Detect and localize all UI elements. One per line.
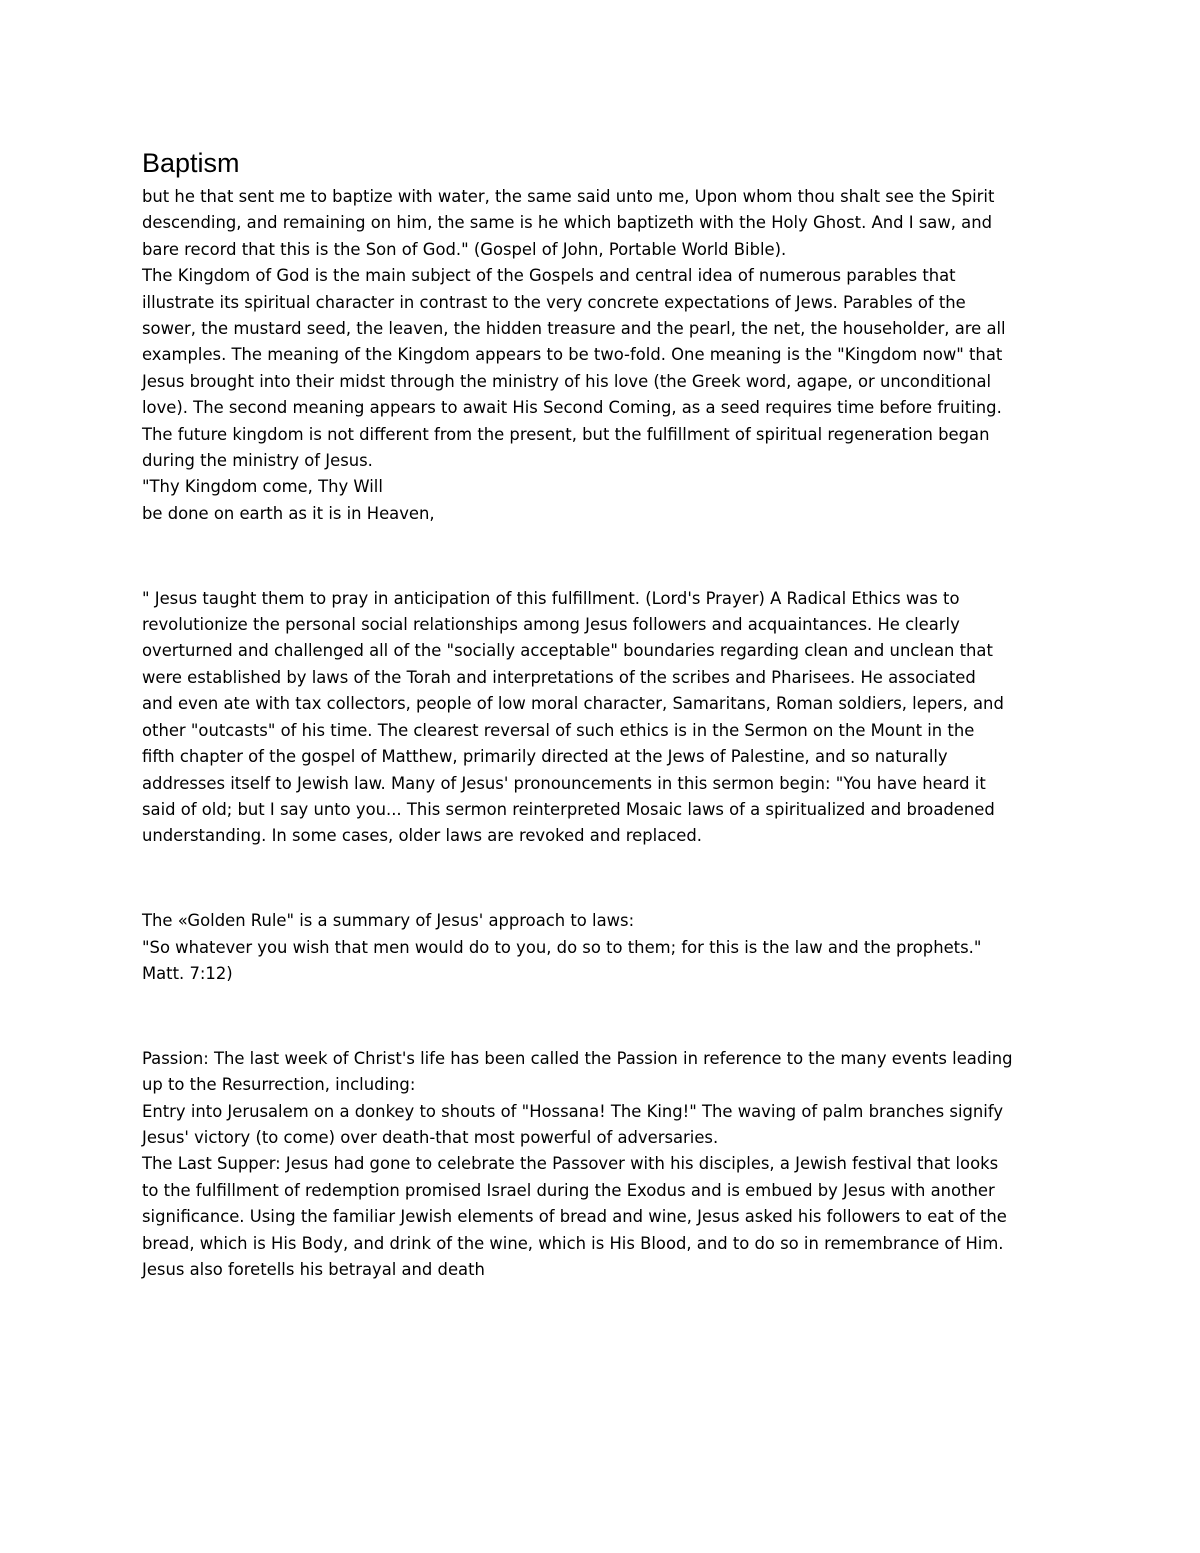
text-line: The Last Supper: Jesus had gone to celebrate the Passover with his disciples, a Jewish festival that looks xyxy=(142,1154,999,1174)
text-line: Entry into Jerusalem on a donkey to shouts of "Hossana! The King!" The waving of palm branches signify xyxy=(142,1101,1004,1121)
text-line: Jesus brought into their midst through the ministry of his love (the Greek word, agape, or unconditional xyxy=(142,371,992,391)
text-line: significance. Using the familiar Jewish elements of bread and wine, Jesus asked his followers to eat of the xyxy=(142,1207,1007,1227)
text-line: to the fulfillment of redemption promised Israel during the Exodus and is embued by Jesus with another xyxy=(142,1180,995,1200)
text-line: " Jesus taught them to pray in anticipation of this fulfillment. (Lord's Prayer) A Radical Ethics was to xyxy=(142,588,960,608)
text-line: The future kingdom is not different from the present, but the fulfillment of spiritual regeneration began xyxy=(142,424,990,444)
text-line: Jesus' victory (to come) over death-that most powerful of adversaries. xyxy=(142,1127,719,1147)
text-line: sower, the mustard seed, the leaven, the hidden treasure and the pearl, the net, the householder, are all xyxy=(142,319,1006,339)
blank-line xyxy=(142,866,1062,892)
text-line: up to the Resurrection, including: xyxy=(142,1075,416,1095)
text-line: The «Golden Rule" is a summary of Jesus' approach to laws: xyxy=(142,911,635,931)
text-line: Passion: The last week of Christ's life has been called the Passion in reference to the many events leading xyxy=(142,1048,1013,1068)
text-line: other "outcasts" of his time. The clearest reversal of such ethics is in the Sermon on the Mount in the xyxy=(142,720,975,740)
text-line: addresses itself to Jewish law. Many of Jesus' pronouncements in this sermon begin: "You have heard it xyxy=(142,773,986,793)
text-line: Matt. 7:12) xyxy=(142,963,233,983)
text-line: bread, which is His Body, and drink of the wine, which is His Blood, and to do so in remembrance of Him. xyxy=(142,1233,1004,1253)
text-line: bare record that this is the Son of God." (Gospel of John, Portable World Bible). xyxy=(142,239,787,259)
blank-line xyxy=(142,543,1062,569)
text-line: be done on earth as it is in Heaven, xyxy=(142,503,435,523)
document-page xyxy=(142,142,1062,1283)
text-line: but he that sent me to baptize with water, the same said unto me, Upon whom thou shalt see the Spirit xyxy=(142,187,995,206)
text-line: love). The second meaning appears to await His Second Coming, as a seed requires time before fruiting. xyxy=(142,398,1002,418)
text-line: "So whatever you wish that men would do to you, do so to them; for this is the law and the prophets." xyxy=(142,937,982,957)
text-line: understanding. In some cases, older laws are revoked and replaced. xyxy=(142,826,702,846)
text-line: revolutionize the personal social relationships among Jesus followers and acquaintances. He clearly xyxy=(142,615,960,635)
document-title: Baptism xyxy=(142,148,240,178)
text-line: descending, and remaining on him, the same is he which baptizeth with the Holy Ghost. And I saw, and xyxy=(142,213,993,233)
text-line: overturned and challenged all of the "socially acceptable" boundaries regarding clean and unclean that xyxy=(142,641,993,661)
text-line: were established by laws of the Torah and interpretations of the scribes and Pharisees. He associated xyxy=(142,667,976,687)
text-line: fifth chapter of the gospel of Matthew, primarily directed at the Jews of Palestine, and so naturally xyxy=(142,747,948,767)
blank-line xyxy=(142,1003,1062,1029)
document-body xyxy=(142,184,1062,1283)
text-line: illustrate its spiritual character in contrast to the very concrete expectations of Jews. Parables of the xyxy=(142,292,966,312)
text-line: during the ministry of Jesus. xyxy=(142,451,373,471)
text-line: said of old; but I say unto you... This sermon reinterpreted Mosaic laws of a spiritualized and broadened xyxy=(142,799,995,819)
text-line: and even ate with tax collectors, people of low moral character, Samaritans, Roman soldiers, lepers, and xyxy=(142,694,1004,714)
text-line: examples. The meaning of the Kingdom appears to be two-fold. One meaning is the "Kingdom now" that xyxy=(142,345,1003,365)
text-line: "Thy Kingdom come, Thy Will xyxy=(142,477,383,497)
text-line: Jesus also foretells his betrayal and death xyxy=(142,1259,485,1279)
text-line: The Kingdom of God is the main subject of the Gospels and central idea of numerous parables that xyxy=(142,266,956,286)
